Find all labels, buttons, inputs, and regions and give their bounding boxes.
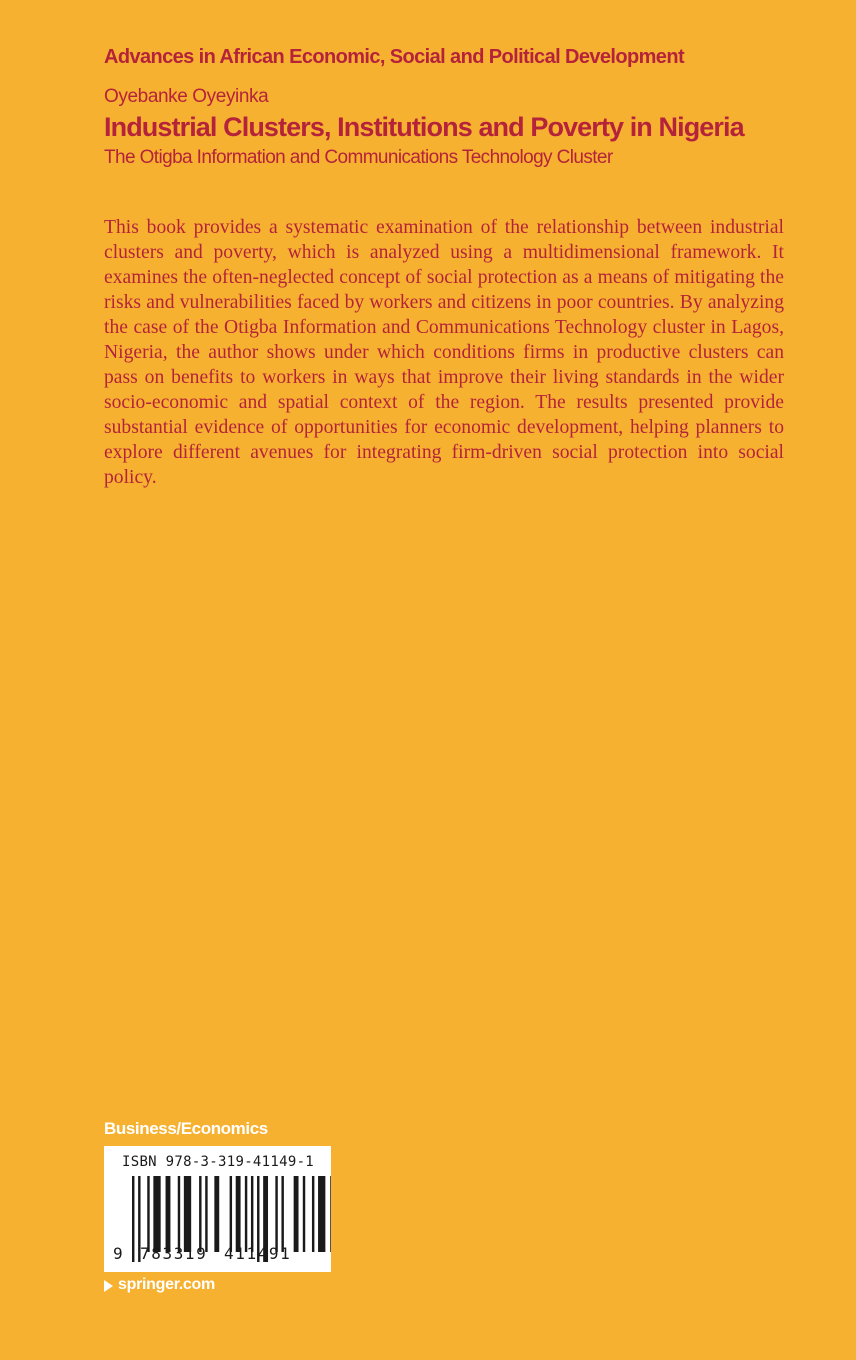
barcode-bar (230, 1176, 232, 1252)
barcode-bar (147, 1176, 149, 1252)
barcode-bar (199, 1176, 201, 1252)
book-subtitle: The Otigba Information and Communications Technology Cluster (104, 147, 613, 168)
isbn-label: ISBN 978-3-319-41149-1 (122, 1154, 315, 1170)
play-arrow-icon (104, 1280, 113, 1292)
book-description: This book provides a systematic examination of the relationship between industrial clusters and poverty, which is analyzed using a multidimensional framework. It examines the often-neglected concept of social protection as a means of mitigating the risks and vulnerabilities faced by workers and citizens in poor countries. By analyzing the case of the Otigba Information and Communications Technology cluster in Lagos, Nigeria, the author shows under which conditions firms in productive clusters can pass on benefits to workers in ways that improve their living standards in the wider socio-economic and spatial context of the region. The results presented provide substantial evidence of opportunities for economic development, helping planners to explore different avenues for integrating firm-driven social protection into social policy. (104, 217, 784, 488)
book-title: Industrial Clusters, Institutions and Poverty in Nigeria (104, 112, 744, 142)
barcode-bar (245, 1176, 247, 1252)
barcode-bar (275, 1176, 277, 1252)
barcode-digits (104, 1244, 331, 1266)
barcode-bar (153, 1176, 160, 1252)
barcode-bar (294, 1176, 299, 1252)
series-title: Advances in African Economic, Social and Political Development (104, 46, 685, 68)
barcode-digits-left: 783319 (140, 1244, 208, 1263)
barcode-bar (214, 1176, 219, 1252)
barcode-bar (184, 1176, 191, 1252)
publisher-website[interactable]: springer.com (118, 1276, 215, 1293)
barcode-digit-lead: 9 (113, 1244, 123, 1263)
barcode-bar (303, 1176, 305, 1252)
barcode-bar (312, 1176, 314, 1252)
barcode-bar (166, 1176, 171, 1252)
barcode-digits-right: 411491 (224, 1244, 292, 1263)
barcode-bar (205, 1176, 207, 1252)
barcode-bar (281, 1176, 283, 1252)
isbn-barcode (104, 1146, 331, 1272)
subject-category: Business/Economics (104, 1119, 268, 1138)
barcode-bar (330, 1176, 331, 1252)
barcode-bar (178, 1176, 180, 1252)
barcode-bar (251, 1176, 253, 1252)
barcode-bar (318, 1176, 325, 1252)
barcode-bar (236, 1176, 241, 1252)
author-name: Oyebanke Oyeyinka (104, 86, 269, 107)
